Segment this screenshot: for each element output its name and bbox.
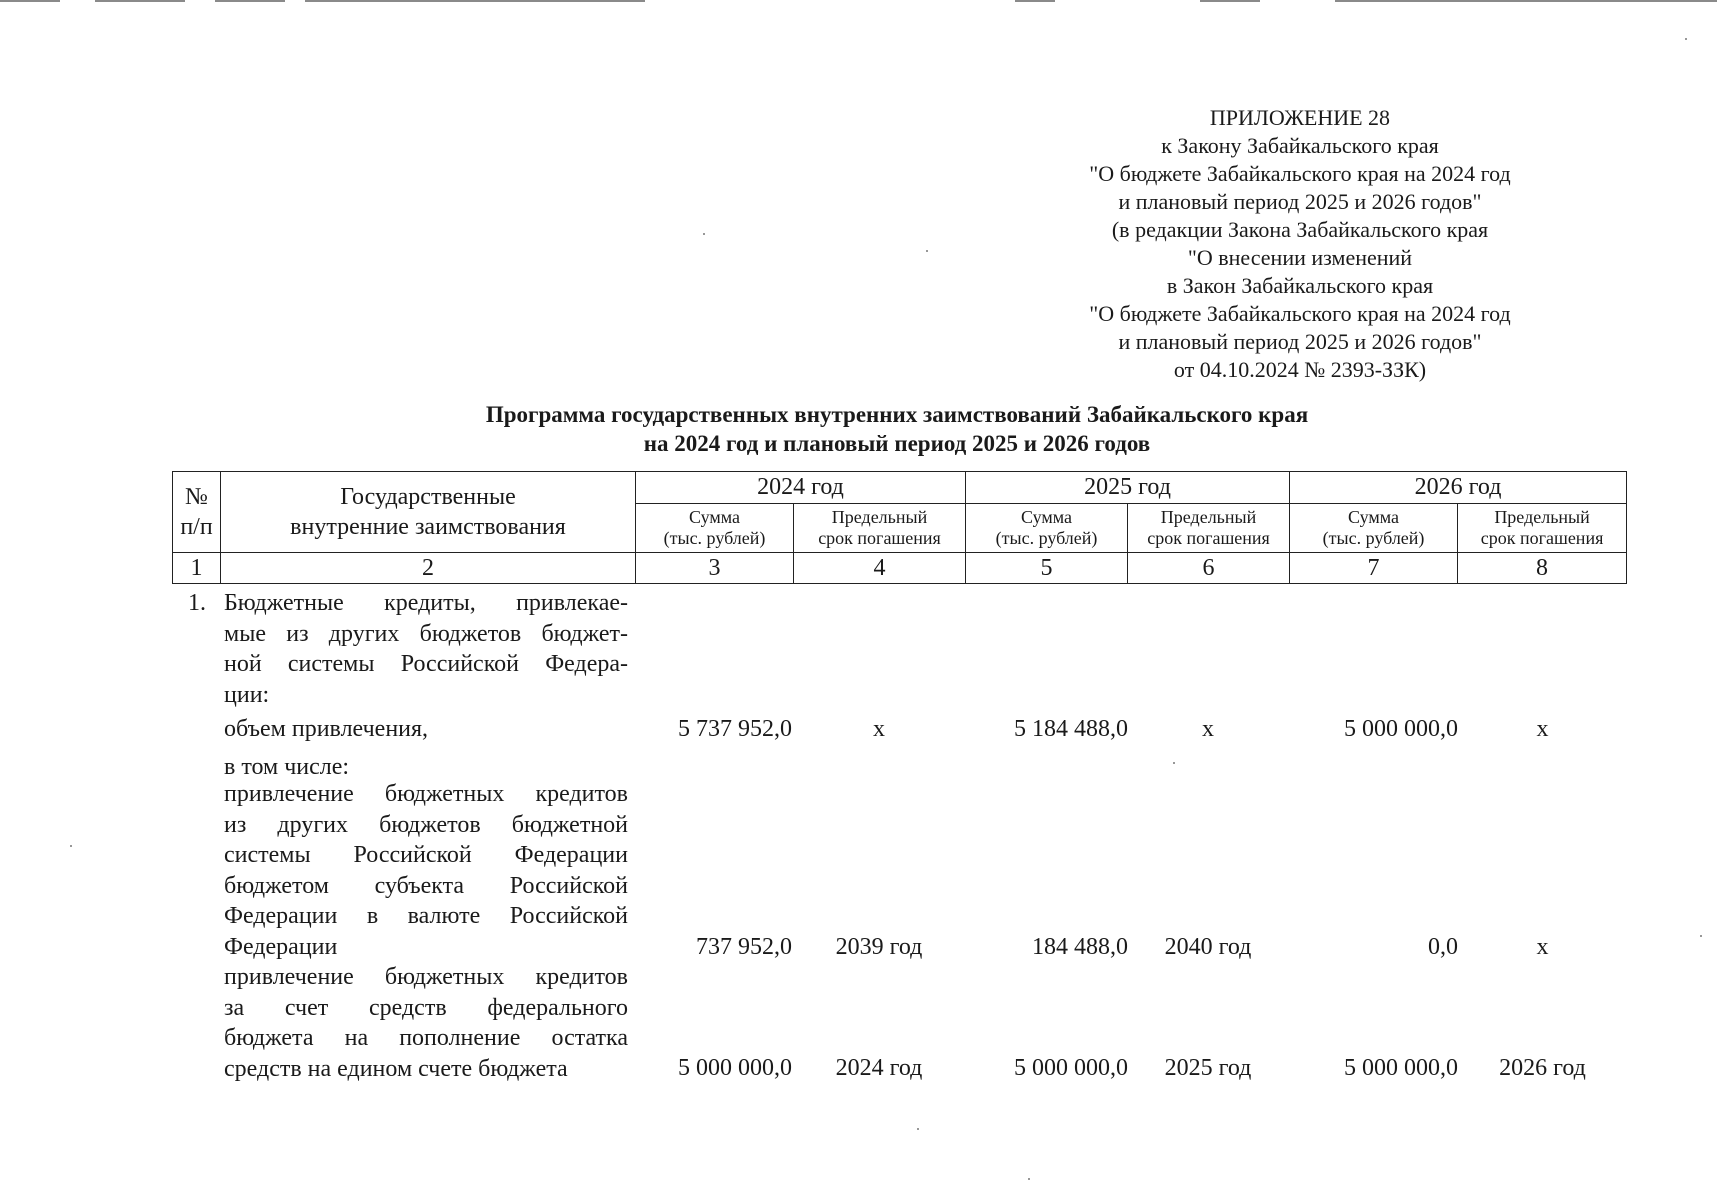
value-2025-term: 2025 год bbox=[1164, 1055, 1252, 1081]
scan-artifact bbox=[1200, 0, 1260, 2]
appendix-line: "О бюджете Забайкальского края на 2024 год bbox=[1089, 301, 1511, 326]
value-2024-term: 2024 год bbox=[835, 1055, 923, 1081]
scan-artifact bbox=[305, 0, 645, 2]
appendix-line: и плановый период 2025 и 2026 годов" bbox=[1118, 329, 1482, 354]
scan-speck bbox=[1173, 762, 1175, 764]
scan-speck bbox=[70, 845, 72, 847]
scan-artifact bbox=[95, 0, 185, 2]
column-number: 7 bbox=[1290, 553, 1458, 584]
appendix-line: "О бюджете Забайкальского края на 2024 год bbox=[1089, 161, 1511, 186]
row-label-budget-credits: привлечение бюджетных кредитов из других бюджетов бюджетной системы Российской Федерации бюджетом субъекта Российской Федерации в валюте Российской Федерации bbox=[224, 781, 628, 960]
header-year-2025: 2025 год bbox=[966, 472, 1290, 504]
header-term: Предельный срок погашения bbox=[1458, 504, 1627, 553]
value-2024-sum: 5 000 000,0 bbox=[678, 1055, 792, 1081]
header-sum: Сумма (тыс. рублей) bbox=[636, 504, 794, 553]
value-2024-term: 2039 год bbox=[835, 934, 923, 960]
appendix-line: от 04.10.2024 № 2393-ЗЗК) bbox=[1173, 357, 1427, 382]
scan-speck bbox=[1700, 935, 1702, 937]
column-number: 2 bbox=[221, 553, 636, 584]
column-number: 1 bbox=[173, 553, 221, 584]
row-label-including: в том числе: bbox=[224, 754, 350, 780]
title-line-1: Программа государственных внутренних заимствований Забайкальского края bbox=[485, 402, 1309, 427]
appendix-line: "О внесении изменений bbox=[1187, 245, 1413, 270]
scan-speck bbox=[703, 233, 705, 235]
value-2025-term: х bbox=[1202, 716, 1214, 742]
header-number: № п/п bbox=[173, 472, 221, 553]
row-label-federal-credits: привлечение бюджетных кредитов за счет средств федерального бюджета на пополнение остатка средств на едином счете бюджета bbox=[224, 964, 628, 1082]
borrowings-table-header bbox=[172, 471, 1627, 584]
value-2026-sum: 5 000 000,0 bbox=[1344, 716, 1458, 742]
column-number: 6 bbox=[1128, 553, 1290, 584]
appendix-line: и плановый период 2025 и 2026 годов" bbox=[1118, 189, 1482, 214]
column-number: 3 bbox=[636, 553, 794, 584]
document-title bbox=[172, 400, 1622, 458]
scan-speck bbox=[917, 1128, 919, 1130]
appendix-line: (в редакции Закона Забайкальского края bbox=[1111, 217, 1489, 242]
header-year-2024: 2024 год bbox=[636, 472, 966, 504]
value-2024-term: х bbox=[873, 716, 885, 742]
section-title: Бюджетные кредиты, привлекае- мые из других бюджетов бюджет- ной системы Российской Федера- ции: bbox=[224, 590, 628, 708]
value-2025-sum: 5 184 488,0 bbox=[1014, 716, 1128, 742]
appendix-line: ПРИЛОЖЕНИЕ 28 bbox=[1209, 105, 1391, 130]
value-2026-term: 2026 год bbox=[1499, 1055, 1586, 1081]
header-borrowings: Государственные внутренние заимствования bbox=[221, 472, 636, 553]
value-2025-term: 2040 год bbox=[1164, 934, 1252, 960]
scan-artifact bbox=[1335, 0, 1717, 2]
value-2026-term: х bbox=[1536, 934, 1549, 960]
scan-artifact bbox=[1015, 0, 1055, 2]
appendix-line: к Закону Забайкальского края bbox=[1161, 133, 1439, 158]
value-2025-sum: 5 000 000,0 bbox=[1014, 1055, 1128, 1081]
header-year-2026: 2026 год bbox=[1290, 472, 1627, 504]
column-number: 4 bbox=[794, 553, 966, 584]
header-term: Предельный срок погашения bbox=[1128, 504, 1290, 553]
appendix-line: в Закон Забайкальского края bbox=[1166, 273, 1434, 298]
appendix-header bbox=[1000, 104, 1600, 384]
value-2024-sum: 737 952,0 bbox=[696, 934, 792, 960]
scan-speck bbox=[926, 250, 928, 252]
scan-artifact bbox=[0, 0, 60, 2]
value-2026-term: х bbox=[1536, 716, 1549, 742]
value-2026-sum: 0,0 bbox=[1428, 934, 1458, 960]
section-number: 1. bbox=[188, 590, 206, 616]
value-2024-sum: 5 737 952,0 bbox=[678, 716, 792, 742]
title-line-2: на 2024 год и плановый период 2025 и 2026 годов bbox=[643, 431, 1151, 456]
value-2026-sum: 5 000 000,0 bbox=[1344, 1055, 1458, 1081]
scan-speck bbox=[1028, 1178, 1030, 1180]
row-label-volume: объем привлечения, bbox=[224, 716, 429, 742]
scan-speck bbox=[1685, 38, 1687, 40]
header-sum: Сумма (тыс. рублей) bbox=[1290, 504, 1458, 553]
column-number: 5 bbox=[966, 553, 1128, 584]
header-sum: Сумма (тыс. рублей) bbox=[966, 504, 1128, 553]
scan-artifact bbox=[215, 0, 285, 2]
value-2025-sum: 184 488,0 bbox=[1032, 934, 1128, 960]
header-term: Предельный срок погашения bbox=[794, 504, 966, 553]
column-number: 8 bbox=[1458, 553, 1627, 584]
